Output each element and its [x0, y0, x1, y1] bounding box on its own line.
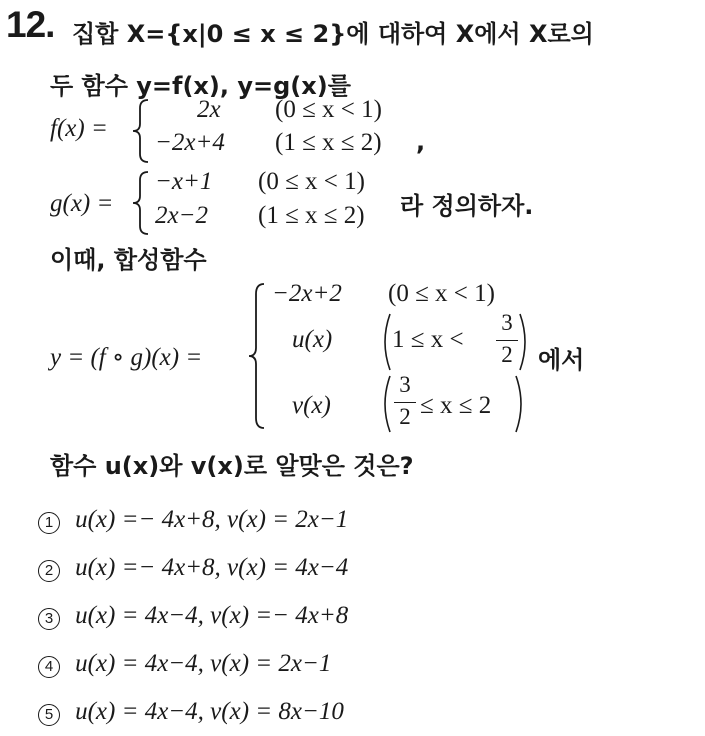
question-prompt: 함수 u(x)와 v(x)로 알맞은 것은? [50, 452, 414, 480]
choice-text-4: u(x) = 4x−4, v(x) = 2x−1 [75, 650, 332, 677]
choice-text-3: u(x) = 4x−4, v(x) =− 4x+8 [75, 602, 349, 629]
g-case1-expression: −x+1 [155, 168, 213, 195]
choice-marker-3: 3 [38, 608, 60, 630]
f-trailing-comma: , [416, 128, 426, 156]
case3-fraction-numerator: 3 [399, 372, 411, 397]
composite-left-brace-icon [246, 282, 268, 430]
f-case1-condition: (0 ≤ x < 1) [275, 96, 382, 123]
f-case2-expression: −2x+4 [155, 129, 225, 156]
composite-case1-condition: (0 ≤ x < 1) [388, 280, 495, 307]
composite-case3-condition: ≤ x ≤ 2 [420, 392, 492, 419]
g-left-brace-icon [130, 170, 152, 236]
f-left-brace-icon [130, 98, 152, 164]
case2-right-paren-icon [518, 312, 532, 372]
composite-case3-expression: v(x) [292, 392, 331, 419]
question-line-2: 두 함수 y=f(x), y=g(x)를 [50, 72, 351, 100]
choice-text-5: u(x) = 4x−4, v(x) = 8x−10 [75, 698, 344, 725]
choice-1[interactable] [38, 506, 348, 534]
composite-intro: 이때, 합성함수 [50, 246, 207, 274]
choice-4[interactable] [38, 650, 331, 678]
choice-3[interactable] [38, 602, 348, 630]
choice-marker-4: 4 [38, 656, 60, 678]
g-case1-condition: (0 ≤ x < 1) [258, 168, 365, 195]
composite-label: y = (f ∘ g)(x) = [50, 344, 203, 371]
question-number: 12. [6, 4, 55, 45]
f-case2-condition: (1 ≤ x ≤ 2) [275, 129, 382, 156]
f-label: f(x) = [50, 115, 108, 142]
g-case2-expression: 2x−2 [155, 202, 208, 229]
case3-left-paren-icon [378, 374, 392, 434]
g-case2-condition: (1 ≤ x ≤ 2) [258, 202, 365, 229]
question-line-1: 집합 X={x|0 ≤ x ≤ 2}에 대하여 X에서 X로의 [72, 20, 594, 48]
g-trailing-text: 라 정의하자. [400, 192, 534, 220]
case2-fraction-denominator: 2 [501, 342, 513, 367]
g-label: g(x) = [50, 190, 114, 217]
composite-case2-expression: u(x) [292, 326, 333, 353]
choice-5[interactable] [38, 698, 344, 726]
composite-case2-condition: 1 ≤ x < [392, 326, 464, 353]
case2-fraction-numerator: 3 [501, 310, 513, 335]
case2-left-paren-icon [378, 312, 392, 372]
choice-marker-1: 1 [38, 512, 60, 534]
case3-right-paren-icon [514, 374, 528, 434]
composite-trailing-text: 에서 [538, 346, 585, 374]
f-case1-expression: 2x [197, 96, 221, 123]
case3-fraction-denominator: 2 [399, 404, 411, 429]
choice-marker-5: 5 [38, 704, 60, 726]
choice-text-2: u(x) =− 4x+8, v(x) = 4x−4 [75, 554, 349, 581]
choice-text-1: u(x) =− 4x+8, v(x) = 2x−1 [75, 506, 349, 533]
case2-fraction-bar [496, 340, 518, 341]
case3-fraction-bar [394, 402, 416, 403]
composite-case1-expression: −2x+2 [272, 280, 342, 307]
choice-2[interactable] [38, 554, 348, 582]
choice-marker-2: 2 [38, 560, 60, 582]
